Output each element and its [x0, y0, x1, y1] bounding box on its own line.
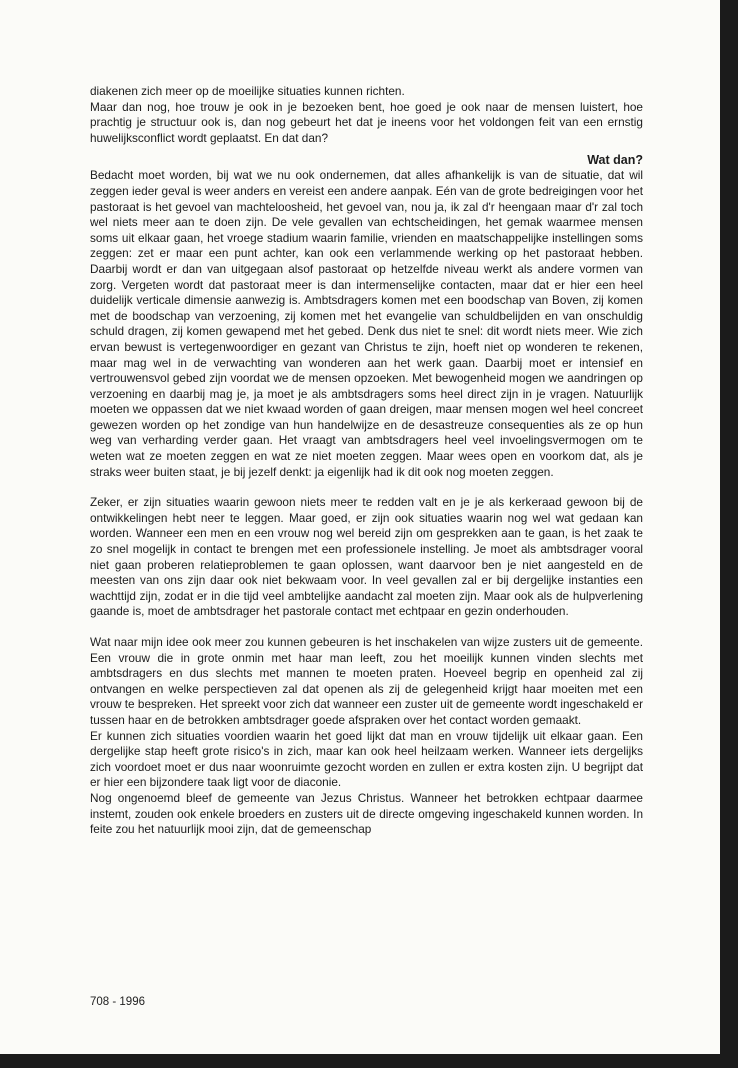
- paragraph: diakenen zich meer op de moeilijke situaties kunnen richten.: [90, 84, 405, 98]
- section-heading: Wat dan?: [587, 153, 643, 168]
- paragraph: Wat naar mijn idee ook meer zou kunnen gebeuren is het inschakelen van wijze zusters uit de gemeente. Een vrouw die in grote onmin met haar man leeft, zou het moeilijk kunnen vinden slechts met ambtsdragers en dus slechts met mannen te moeten praten. Hoeveel begrip en openheid zal zij ontvangen en welke perspectieven zal dat openen als zij de gelegenheid krijgt haar moeiten met een vrouw te bespreken. Het spreekt voor zich dat wanneer een zuster uit de gemeente wordt ingeschakeld er tussen haar en de betrokken ambtsdrager goede afspraken over het contact worden gemaakt.: [90, 635, 643, 727]
- scan-edge-bottom: [0, 1054, 738, 1068]
- body-text: [90, 84, 643, 838]
- page-footer: 708 - 1996: [90, 996, 145, 1008]
- paragraph: Zeker, er zijn situaties waarin gewoon niets meer te redden valt en je je als kerkeraad gewoon bij de ontwikkelingen hebt neer te leggen. Maar goed, er zijn ook situaties waarin nog wel wat gedaan kan worden. Wanneer een men en een vrouw nog wel bereid zijn om gesprekken aan te gaan, is het zaak te zo snel mogelijk in contact te brengen met een professionele instelling. Je moet als ambtsdrager vooral niet gaan proberen relatieproblemen te gaan oplossen, want daarvoor ben je niet aangesteld en de meesten van ons zijn daar ook niet bekwaam voor. In veel gevallen zal er bij dergelijke instanties een wachttijd zijn, zodat er in die tijd veel ambtelijke aandacht zal moeten zijn. Maar ook als de hulpverlening gaande is, moet de ambtsdrager het pastorale contact met echtpaar en gezin onderhouden.: [90, 495, 643, 619]
- paragraph: Nog ongenoemd bleef de gemeente van Jezus Christus. Wanneer het betrokken echtpaar daarmee instemt, zouden ook enkele broeders en zusters uit de directe omgeving ingeschakeld kunnen worden. In feite zou het natuurlijk mooi zijn, dat de gemeenschap: [90, 790, 643, 837]
- paragraph: Er kunnen zich situaties voordien waarin het goed lijkt dat man en vrouw tijdelijk uit elkaar gaan. Een dergelijke stap heeft grote risico's in zich, maar kan ook heel heilzaam werken. Wanneer iets dergelijks zich voordoet moet er dus naar woonruimte gezocht worden en zullen er extra kosten zijn. U begrijpt dat er hier een bijzondere taak ligt voor de diaconie.: [90, 728, 643, 790]
- paragraph: Maar dan nog, hoe trouw je ook in je bezoeken bent, hoe goed je ook naar de mensen luistert, hoe prachtig je structuur ook is, dan nog gebeurt het dat je ineens voor het voldongen feit van een ernstig huwelijksconflict wordt geplaatst. En dat dan?: [90, 99, 643, 145]
- scan-edge-right: [720, 0, 738, 1068]
- paragraph: Bedacht moet worden, bij wat we nu ook ondernemen, dat alles afhankelijk is van de situatie, dat wil zeggen ieder geval is weer anders en vereist een andere aanpak. Eén van de grote bedreigingen voor het pastoraat is het gevoel van machteloosheid, het gevoel van, nou ja, ik zal d'r heengaan maar d'r zal toch wel niets meer aan te doen zijn. De vele gevallen van echtscheidingen, het gemak waarmee mensen soms uit elkaar gaan, het vroege stadium waarin familie, vrienden en maatschappelijke instellingen soms zeggen: zet er maar een punt achter, kan ook een verlammende werking op het pastoraat hebben. Daarbij wordt er dan van uitgegaan alsof pastoraat op hetzelfde niveau werkt als andere vormen van zorg. Vergeten wordt dat pastoraat meer is dan intermenselijke contacten, maar dat er hier een heel duidelijk verticale dimensie aanwezig is. Ambtsdragers komen met een boodschap van Boven, zij komen met de boodschap van verzoening, zij komen met het evangelie van schuldbelijden en van onschuldig schuld dragen, zij komen gewapend met het gebed. Denk dus niet te snel: dit wordt niets meer. Wie zich ervan bewust is vertegenwoordiger en gezant van Christus te zijn, hoeft niet op wonderen te rekenen, maar mag wel in de verwachting van wonderen aan het werk gaan. Daarbij moet er intensief en vertrouwensvol gebed zijn voordat we de mensen opzoeken. Met bewogenheid mogen we aandringen op verzoening en daarbij mag je, ja moet je als ambtsdragers soms heel direct zijn in je vragen. Natuurlijk moeten we oppassen dat we niet kwaad worden of gaan dreigen, maar mensen mogen wel heel concreet gewezen worden op het zondige van hun handelwijze en de desastreuze consequenties als ze op hun weg van verharding verder gaan. Het vraagt van ambtsdragers heel veel invoelingsvermogen om te weten wat ze moeten zeggen en wat ze niet moeten zeggen. Maar wees open en voorkom dat, als je straks weer buiten staat, je bij jezelf denkt: ja eigenlijk had ik dit ook nog moeten zeggen.: [90, 168, 643, 479]
